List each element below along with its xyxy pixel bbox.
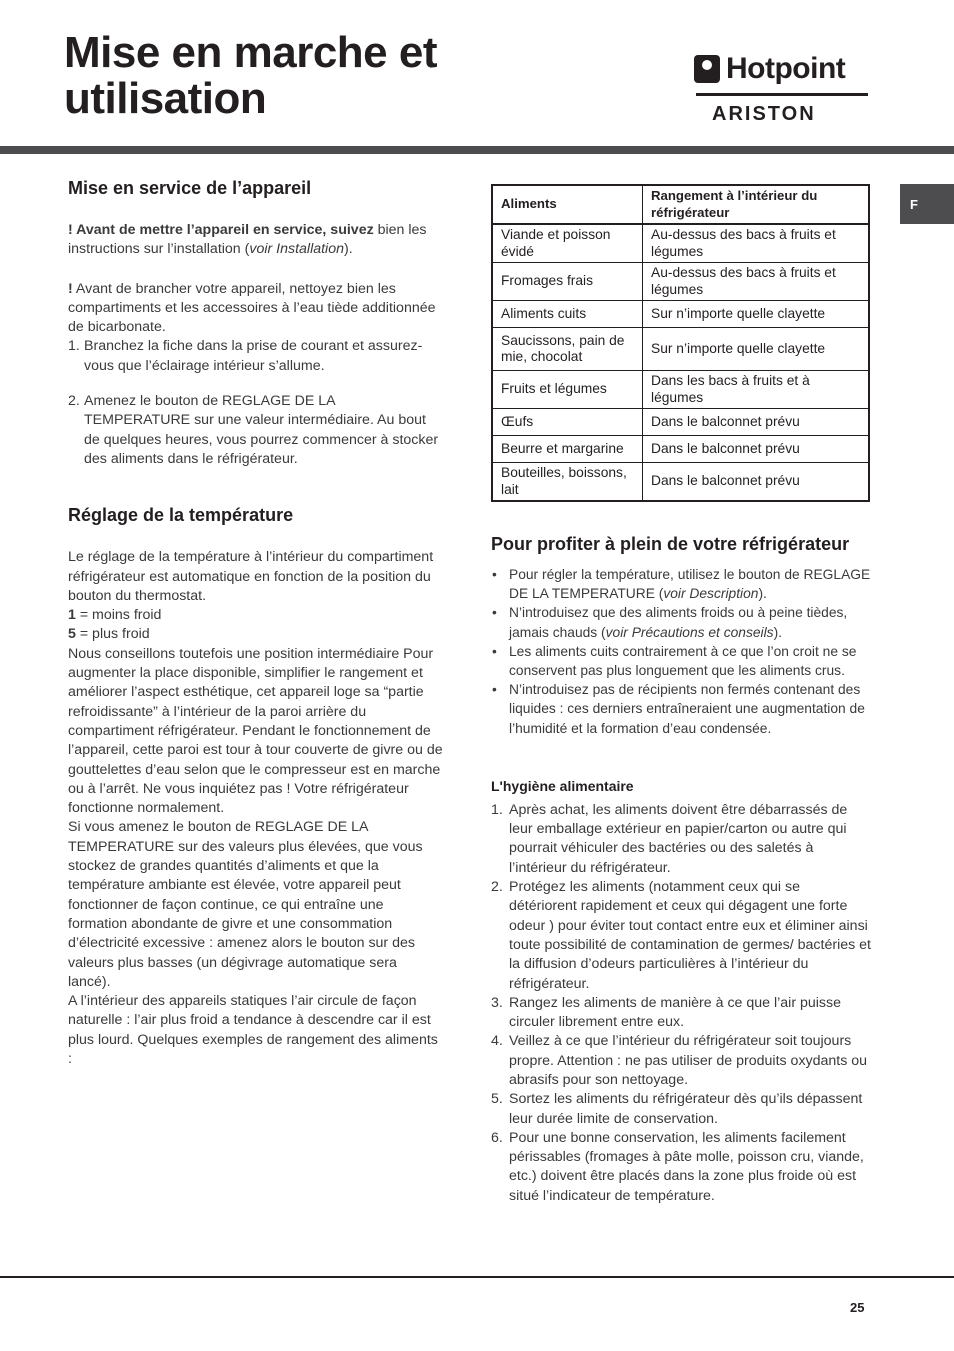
tips-item: • N’introduisez pas de récipients non fermés contenant des liquides : ces derniers entraîneraient une augmentation de l’humidité et la formation d’eau condensée.	[491, 680, 871, 738]
service-warning-1	[68, 221, 443, 260]
table-header-row	[492, 185, 869, 224]
temperature-intro: Le réglage de la température à l’intérieur du compartiment réfrigérateur est automatique en fonction de la position du bouton du thermostat.	[68, 549, 434, 604]
hygiene-item-number: 2.	[491, 879, 503, 896]
hygiene-item-text: Rangez les aliments de manière à ce que l’air puisse circuler librement entre eux.	[509, 994, 842, 1031]
table-row	[492, 263, 869, 301]
tips-item-text-a: N’introduisez que des aliments froids ou à peine tièdes, jamais chauds (	[509, 605, 848, 640]
tips-item-text-b: ).	[758, 586, 767, 602]
tips-item-link: voir Description	[663, 586, 759, 602]
storage-table	[491, 184, 870, 502]
page-title-line1: Mise en marche et	[64, 28, 437, 77]
footer-rule	[0, 1276, 954, 1278]
temperature-body-2: Si vous amenez le bouton de REGLAGE DE LA TEMPERATURE sur des valeurs plus élevées, que vous stockez de grandes quantités d’aliments et que la température ambiante est élevée, votre appareil peut fonctionner de façon continue, ce qui entraîne une formation abondante de givre et une consommation d’électricité excessive : amenez alors le bouton sur des valeurs plus basses (un dégivrage automatique sera lancé).	[68, 819, 423, 990]
hygiene-item-number: 5.	[491, 1091, 503, 1108]
table-cell-place: Sur n’importe quelle clayette	[643, 301, 870, 328]
table-row	[492, 328, 869, 371]
hygiene-heading: L'hygiène alimentaire	[491, 777, 634, 794]
table-cell-food: Œufs	[492, 409, 643, 436]
page-title	[64, 30, 624, 122]
service-warning-1-link: voir Installation	[249, 241, 344, 258]
table-cell-food: Fromages frais	[492, 263, 643, 301]
hygiene-item-number: 4.	[491, 1033, 503, 1050]
table-cell-place: Dans le balconnet prévu	[643, 463, 870, 502]
table-row	[492, 371, 869, 409]
temperature-level-5	[68, 625, 443, 644]
service-heading: Mise en service de l’appareil	[68, 178, 312, 198]
table-cell-place: Dans les bacs à fruits et à légumes	[643, 371, 870, 409]
temperature-body-1: Nous conseillons toutefois une position intermédiaire Pour augmenter la place disponible, simplifier le rangement et améliorer l’aspect esthétique, cet appareil loge sa “partie refroidissante” à l’intérieur de la paroi arrière du compartiment réfrigérateur. Pendant le fonctionnement de l’appareil, cette paroi est tour à tour couverte de givre ou de gouttelettes d’eau selon que le compresseur est en marche ou à l’arrêt. Ne vous inquiétez pas ! Votre réfrigérateur fonctionne normalement.	[68, 645, 443, 817]
table-row	[492, 463, 869, 502]
hygiene-item-text: Protégez les aliments (notamment ceux qui se détériorent rapidement et ceux qui dégagent une forte odeur ) pour éviter tout contact entre eux et éliminer ainsi toute possibilité de contamination de germes/ bactéries et la diffusion d’odeurs particulières à l’intérieur du réfrigérateur.	[509, 879, 871, 992]
page-title-line2: utilisation	[64, 74, 267, 123]
page-number: 25	[850, 1300, 865, 1315]
table-row	[492, 301, 869, 328]
service-step-text: Amenez le bouton de REGLAGE DE LA TEMPERATURE sur une valeur intermédiaire. Au bout de quelques heures, vous pourrez commencer à stocker des aliments dans le réfrigérateur.	[84, 393, 439, 467]
tips-item	[491, 565, 871, 603]
hygiene-item-text: Après achat, les aliments doivent être débarrassés de leur emballage extérieur en papier/carton ou autre qui pourrait véhiculer des bactéries ou des saletés à l’intérieur du réfrigérateur.	[509, 801, 848, 876]
service-steps	[68, 337, 443, 469]
hygiene-item	[491, 801, 871, 878]
table-row	[492, 436, 869, 463]
tips-item: • Les aliments cuits contrairement à ce que l’on croit ne se conservent pas plus longuement que les aliments crus.	[491, 642, 871, 680]
hygiene-item	[491, 994, 871, 1033]
temperature-level-1	[68, 606, 443, 625]
service-step-number: 1.	[68, 338, 80, 355]
level-5-key: 5	[68, 626, 76, 643]
level-1-key: 1	[68, 607, 76, 624]
service-warning-1-text-a: bien les instructions sur l’installation (	[68, 222, 427, 258]
service-step-number: 2.	[68, 393, 80, 410]
table-row	[492, 224, 869, 263]
table-cell-food: Aliments cuits	[492, 301, 643, 328]
brand-logo	[694, 52, 869, 126]
left-column	[68, 178, 443, 1069]
table-cell-place: Dans le balconnet prévu	[643, 436, 870, 463]
hotpoint-wordmark	[694, 52, 845, 86]
tips-item-link: voir Précautions et conseils	[605, 624, 774, 640]
table-cell-place: Au-dessus des bacs à fruits et légumes	[643, 224, 870, 263]
tips-item	[491, 603, 871, 641]
temperature-body-3: A l’intérieur des appareils statiques l’air circule de façon naturelle : l’air plus froid a tendance à descendre car il est plus lourd. Quelques exemples de rangement des aliments :	[68, 993, 438, 1067]
hygiene-item	[491, 878, 871, 994]
header-rule	[0, 146, 954, 154]
brand-name: Hotpoint	[726, 52, 846, 85]
hygiene-item-text: Veillez à ce que l’intérieur du réfrigérateur soit toujours propre. Attention : ne pas utiliser de produits oxydants ou abrasifs pour son nettoyage.	[509, 1033, 868, 1088]
tips-heading: Pour profiter à plein de votre réfrigérateur	[491, 534, 850, 554]
hygiene-item-number: 3.	[491, 994, 503, 1011]
hygiene-item-text: Pour une bonne conservation, les aliments facilement périssables (fromages à pâte molle, poisson cru, viande, etc.) doivent être placés dans la zone plus froide où est situé l’indicateur de température.	[509, 1129, 864, 1204]
hygiene-item	[491, 1090, 871, 1129]
level-1-value: = moins froid	[75, 607, 162, 624]
table-header-storage: Rangement à l’intérieur du réfrigérateur	[643, 185, 870, 224]
hygiene-item	[491, 1129, 871, 1206]
service-warning-2-bang: !	[68, 280, 73, 297]
brand-sub: ARISTON	[712, 103, 816, 125]
tips-item-text-b: ).	[773, 624, 783, 640]
service-warning-2	[68, 280, 443, 338]
table-cell-food: Bouteilles, boissons, lait	[492, 463, 643, 502]
hotpoint-badge-icon	[694, 55, 720, 83]
table-header-foods: Aliments	[492, 185, 643, 224]
hygiene-item-text: Sortez les aliments du réfrigérateur dès qu’ils dépassent leur durée limite de conservation.	[509, 1091, 863, 1127]
hygiene-item-number: 1.	[491, 801, 503, 818]
table-cell-food: Viande et poisson évidé	[492, 224, 643, 263]
table-cell-place: Dans le balconnet prévu	[643, 409, 870, 436]
right-column	[491, 184, 871, 1206]
service-step	[68, 392, 443, 469]
table-cell-food: Saucissons, pain de mie, chocolat	[492, 328, 643, 371]
service-warning-2-text: Avant de brancher votre appareil, nettoyez bien les compartiments et les accessoires à l’eau tiède additionnée de bicarbonate.	[68, 280, 436, 336]
table-cell-place: Sur n’importe quelle clayette	[643, 328, 870, 371]
tips-list	[491, 565, 871, 738]
level-5-value: = plus froid	[75, 626, 150, 643]
hygiene-item-number: 6.	[491, 1129, 503, 1146]
table-cell-food: Beurre et margarine	[492, 436, 643, 463]
hygiene-list	[491, 801, 871, 1206]
table-cell-place: Au-dessus des bacs à fruits et légumes	[643, 263, 870, 301]
service-warning-1-bold: ! Avant de mettre l’appareil en service, suivez	[68, 222, 374, 238]
tips-item-text-a: Pour régler la température, utilisez le bouton de REGLAGE DE LA TEMPERATURE (	[509, 567, 871, 602]
logo-divider	[696, 93, 868, 96]
service-step-text: Branchez la fiche dans la prise de courant et assurez-vous que l’éclairage intérieur s’allume.	[84, 338, 423, 374]
table-row	[492, 409, 869, 436]
table-cell-food: Fruits et légumes	[492, 371, 643, 409]
language-tab: F	[900, 184, 954, 224]
service-step	[68, 337, 443, 376]
temperature-heading: Réglage de la température	[68, 505, 294, 526]
service-warning-1-text-b: ).	[344, 241, 353, 258]
hygiene-item	[491, 1032, 871, 1090]
